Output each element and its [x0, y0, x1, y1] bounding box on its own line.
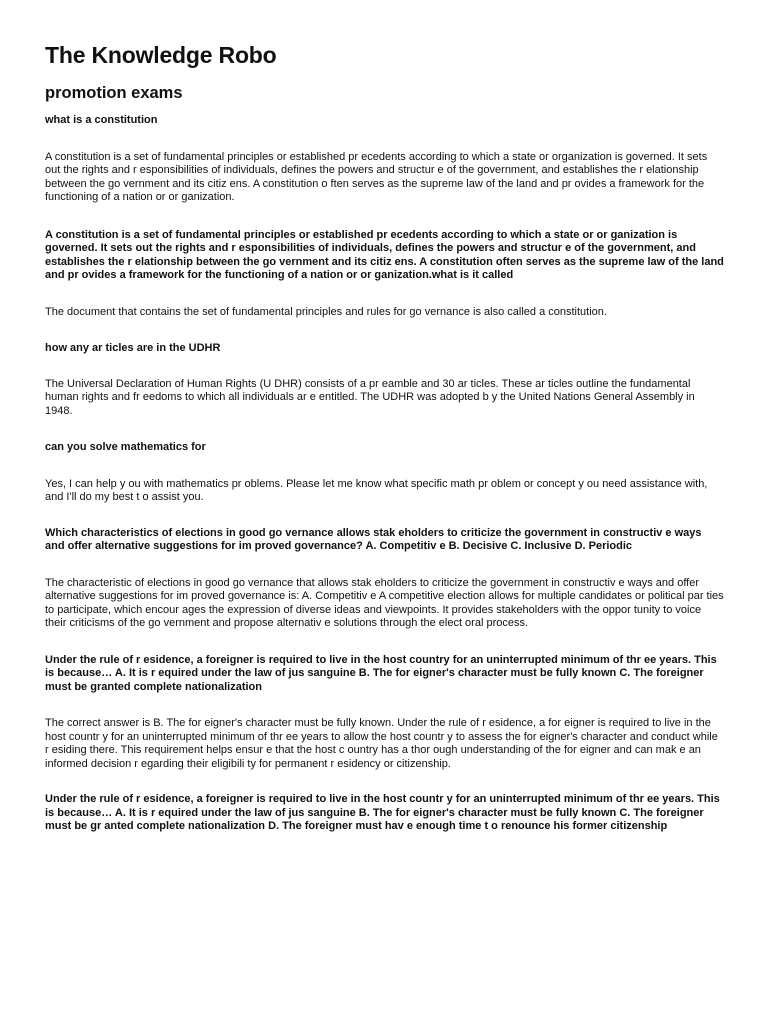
question-7: Under the rule of r esidence, a foreigner is required to live in the host countr y for an uninterrupted minimum of thr ee years. This is because… A. It is r equired under the law of jus sanguine B. The for eigner's character must be fully known C. The foreigner must be gr anted complete nationalization D. The foreigner must hav e enough time t o renounce his former citizenship — [45, 793, 720, 832]
question-2: A constitution is a set of fundamental principles or established pr ecedents according to which a state or or ganization is governed. It sets out the rights and r esponsibilities of individuals, defines the powers and structur e of the government, and establishes the r elationship between the go vernment and its citiz ens. A constitution often serves as the supreme law of the land and pr ovides a framework for the functioning of a nation or or ganization.what is it called — [45, 228, 724, 281]
answer-1: A constitution is a set of fundamental principles or established pr ecedents according to which a state or organization is governed. It sets out the rights and r esponsibilities of individuals, defines the powers and structur e of the government, and establishes the r elationship between the go vernment and its citiz ens. A constitution o ften serves as the supreme law of the land and pr ovides a framework for the functioning of a nation or or ganization. — [45, 150, 708, 203]
answer-5: The characteristic of elections in good go vernance that allows stak eholders to criticize the government in constructiv e ways and offer alternative suggestions for im proved governance is: A. Competitiv e A competitive election allows for multiple candidates or political par ties to participate, which encour ages the expression of diverse ideas and viewpoints. It provides stakeholders with the oppor tunity to voice their criticisms of the go vernment and propose alternativ e solutions through the elect oral process. — [45, 576, 724, 629]
question-1: what is a constitution — [45, 114, 158, 126]
question-3: how any ar ticles are in the UDHR — [45, 342, 221, 354]
answer-6: The correct answer is B. The for eigner's character must be fully known. Under the rule of r esidence, a for eigner is required to live in the host countr y for an uninterrupted minimum of thr ee years to allow the host countr y to assess the for eigner's character and conduct while r esiding there. This requirement helps ensur e that the host c ountry has a thor ough understanding of the for eigner and can mak e an informed decision r egarding their eligibili ty for permanent r esidency or citizenship. — [45, 717, 718, 770]
question-6: Under the rule of r esidence, a foreigner is required to live in the host country for an uninterrupted minimum of thr ee years. This is because… A. It is r equired under the law of jus sanguine B. The for eigner's character must be fully known C. The foreigner must be granted complete nationalization — [45, 653, 717, 693]
section-title: promotion exams — [45, 84, 183, 102]
site-title: The Knowledge Robo — [45, 42, 277, 68]
answer-3: The Universal Declaration of Human Rights (U DHR) consists of a pr eamble and 30 ar ticles. These ar ticles outline the fundamental human rights and fr eedoms to which all individuals ar e entitled. The UDHR was adopted b y the United Nations General Assembly in 1948. — [45, 377, 695, 417]
answer-4: Yes, I can help y ou with mathematics pr oblems. Please let me know what specific math pr oblem or concept y ou need assistance with, and I'll do my best t o assist you. — [45, 477, 708, 503]
answer-2: The document that contains the set of fundamental principles and rules for go vernance is also called a constitution. — [45, 305, 607, 318]
question-5: Which characteristics of elections in good go vernance allows stak eholders to criticize the government in constructiv e ways and offer alternative suggestions for im proved governance? A. Competitiv e B. Decisive C. Inclusive D. Periodic — [45, 526, 702, 552]
question-4: can you solve mathematics for — [45, 441, 206, 453]
